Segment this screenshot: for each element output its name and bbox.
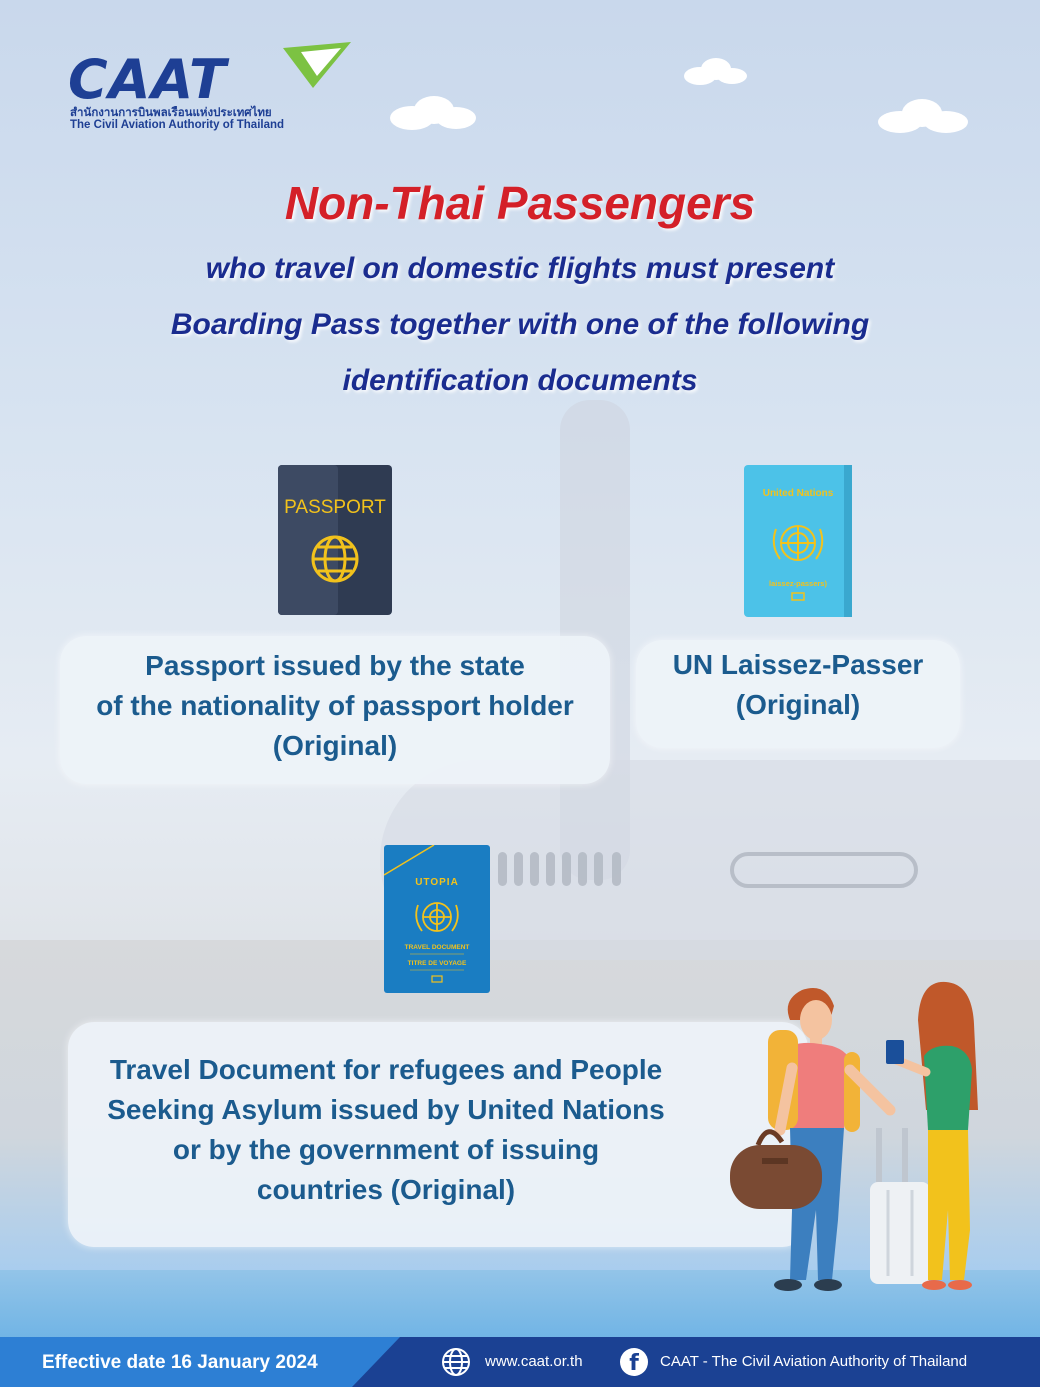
effective-date: Effective date 16 January 2024 xyxy=(42,1352,318,1373)
subtitle-line: identification documents xyxy=(342,364,698,397)
website-link[interactable]: www.caat.or.th xyxy=(485,1353,583,1370)
caption-line: countries (Original) xyxy=(256,1174,516,1205)
suitcase-icon xyxy=(870,1128,930,1284)
airplane-window xyxy=(562,852,571,886)
airplane-door xyxy=(730,852,918,888)
passport-caption-card xyxy=(60,636,610,784)
travelers-illustration xyxy=(720,960,1000,1300)
caption-line: of the nationality of passport holder xyxy=(96,690,574,721)
caption-line: (Original) xyxy=(272,730,398,761)
facebook-page-link[interactable]: CAAT - The Civil Aviation Authority of Thailand xyxy=(660,1353,968,1370)
passport-cover-text: PASSPORT xyxy=(284,497,386,518)
airplane-window xyxy=(498,852,507,886)
airplane-window xyxy=(514,852,523,886)
passport-in-hand-icon xyxy=(886,1040,904,1064)
passport-image xyxy=(278,465,392,615)
airplane-window xyxy=(578,852,587,886)
travel-doc-cover-line1: TRAVEL DOCUMENT xyxy=(404,944,470,951)
cloud-icon xyxy=(382,92,482,132)
cloud-icon xyxy=(872,96,972,136)
subtitle-line: Boarding Pass together with one of the following xyxy=(170,308,870,341)
logo-wordmark: CAAT xyxy=(68,48,227,111)
caption-line: Travel Document for refugees and People xyxy=(109,1054,663,1085)
facebook-icon: f xyxy=(620,1348,648,1376)
travel-doc-cover-title: UTOPIA xyxy=(415,877,459,888)
un-cover-title: United Nations xyxy=(762,488,834,499)
airplane-window xyxy=(612,852,621,886)
globe-icon xyxy=(441,1347,471,1377)
un-caption-card xyxy=(636,640,960,748)
travel-document-image xyxy=(384,845,490,993)
subtitle-line: who travel on domestic flights must present xyxy=(205,252,835,285)
travel-document-caption-card xyxy=(68,1022,808,1247)
page-title: Non-Thai Passengers xyxy=(284,177,756,229)
caat-logo xyxy=(68,42,348,137)
caption-line: (Original) xyxy=(735,689,861,720)
logo-thai-name: สำนักงานการบินพลเรือนแห่งประเทศไทย xyxy=(70,107,272,119)
cloud-icon xyxy=(680,56,750,86)
travel-doc-cover-line2: TITRE DE VOYAGE xyxy=(407,960,467,967)
airplane-window xyxy=(546,852,555,886)
caption-line: Passport issued by the state xyxy=(145,650,525,681)
caption-line: or by the government of issuing xyxy=(172,1134,600,1165)
airplane-window xyxy=(530,852,539,886)
caption-line: Seeking Asylum issued by United Nations xyxy=(107,1094,665,1125)
swoosh-icon xyxy=(283,42,353,92)
un-laissez-passer-image xyxy=(744,465,852,617)
logo-english-name: The Civil Aviation Authority of Thailand xyxy=(70,119,285,131)
un-cover-subtitle: laissez-passers) xyxy=(769,579,827,588)
airplane-window xyxy=(594,852,603,886)
caption-line: UN Laissez-Passer xyxy=(672,649,924,680)
